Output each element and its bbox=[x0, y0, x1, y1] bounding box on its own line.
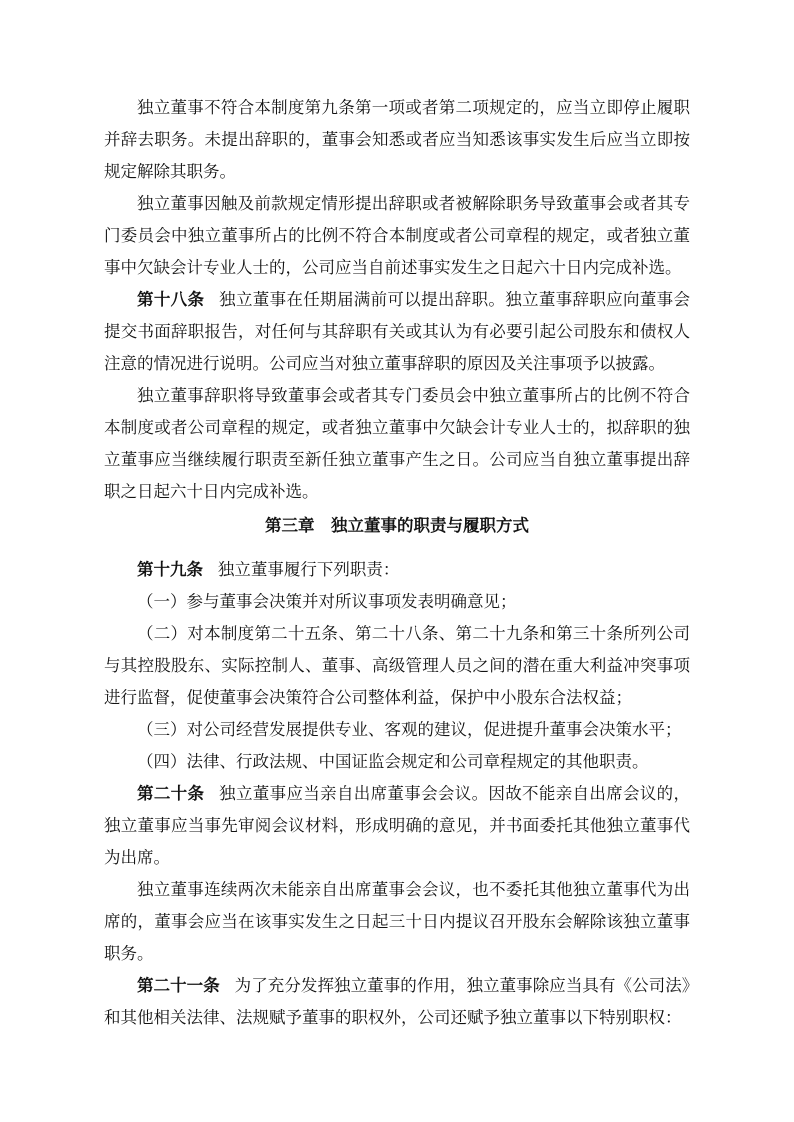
paragraph-text: （一）参与董事会决策并对所议事项发表明确意见； bbox=[137, 592, 517, 611]
paragraph-text: （三）对公司经营发展提供专业、客观的建议，促进提升董事会决策水平； bbox=[137, 720, 682, 739]
paragraph-text: 独立董事不符合本制度第九条第一项或者第二项规定的，应当立即停止履职并辞去职务。未提出辞职的，董事会知悉或者应当知悉该事实发生后应当立即按规定解除其职务。 bbox=[104, 98, 690, 181]
chapter-heading bbox=[104, 510, 690, 542]
paragraph-article-21 bbox=[104, 970, 690, 1034]
paragraph-article-18 bbox=[104, 284, 690, 380]
paragraph-text: 独立董事连续两次未能亲自出席董事会会议，也不委托其他独立董事代为出席的，董事会应当在该事实发生之日起三十日内提议召开股东会解除该独立董事职务。 bbox=[104, 880, 690, 963]
paragraph-text: 独立董事在任期届满前可以提出辞职。独立董事辞职应向董事会提交书面辞职报告，对任何与其辞职有关或其认为有必要引起公司股东和债权人注意的情况进行说明。公司应当对独立董事辞职的原因及关注事项予以披露。 bbox=[104, 290, 691, 373]
list-item-1 bbox=[104, 586, 690, 618]
paragraph-article-19 bbox=[104, 554, 690, 586]
paragraph-article-20 bbox=[104, 778, 690, 874]
chapter-heading-text: 第三章 独立董事的职责与履职方式 bbox=[265, 516, 529, 535]
paragraph-text: 独立董事履行下列职责： bbox=[217, 560, 400, 579]
paragraph bbox=[104, 380, 690, 508]
article-number: 第二十条 bbox=[137, 784, 205, 803]
list-item-4 bbox=[104, 746, 690, 778]
article-number: 第二十一条 bbox=[137, 976, 220, 995]
paragraph bbox=[104, 92, 690, 188]
paragraph-text: 独立董事辞职将导致董事会或者其专门委员会中独立董事所占的比例不符合本制度或者公司章程的规定，或者独立董事中欠缺会计专业人士的，拟辞职的独立董事应当继续履行职责至新任独立董事产生之日。公司应当自独立董事提出辞职之日起六十日内完成补选。 bbox=[104, 386, 690, 501]
paragraph bbox=[104, 874, 690, 970]
list-item-3 bbox=[104, 714, 690, 746]
paragraph-text: （二）对本制度第二十五条、第二十八条、第二十九条和第三十条所列公司与其控股股东、实际控制人、董事、高级管理人员之间的潜在重大利益冲突事项进行监督，促使董事会决策符合公司整体利益，保护中小股东合法权益； bbox=[104, 624, 690, 707]
paragraph-text: 独立董事应当亲自出席董事会会议。因故不能亲自出席会议的，独立董事应当事先审阅会议材料，形成明确的意见，并书面委托其他独立董事代为出席。 bbox=[104, 784, 691, 867]
paragraph bbox=[104, 188, 690, 284]
list-item-2 bbox=[104, 618, 690, 714]
paragraph-text: 为了充分发挥独立董事的作用，独立董事除应当具有《公司法》和其他相关法律、法规赋予董事的职权外，公司还赋予独立董事以下特别职权： bbox=[104, 976, 691, 1027]
paragraph-text: 独立董事因触及前款规定情形提出辞职或者被解除职务导致董事会或者其专门委员会中独立董事所占的比例不符合本制度或者公司章程的规定，或者独立董事中欠缺会计专业人士的，公司应当自前述事实发生之日起六十日内完成补选。 bbox=[104, 194, 690, 277]
paragraph-text: （四）法律、行政法规、中国证监会规定和公司章程规定的其他职责。 bbox=[137, 752, 649, 771]
article-number: 第十八条 bbox=[137, 290, 205, 309]
article-number: 第十九条 bbox=[137, 560, 203, 579]
